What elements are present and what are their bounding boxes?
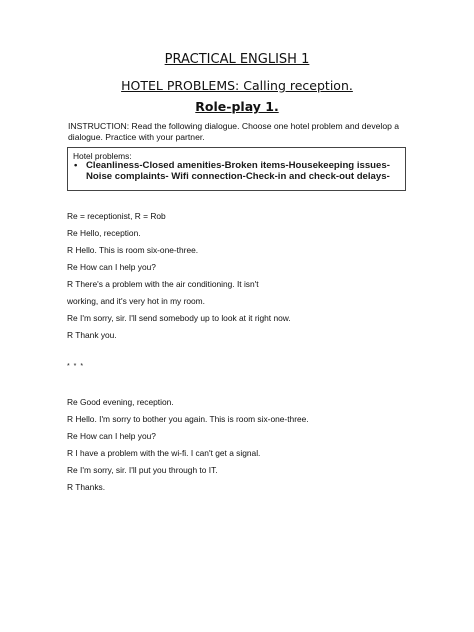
dialogue-line: Re Hello, reception. (67, 228, 141, 238)
dialogue-line: R I have a problem with the wi-fi. I can't get a signal. (67, 448, 261, 458)
separator: * * * (67, 363, 85, 370)
document-subtitle: HOTEL PROBLEMS: Calling reception. (121, 78, 353, 93)
hotel-problems-item: • Cleanliness-Closed amenities-Broken items-Housekeeping issues-Noise complaints- Wifi connection-Check-in and check-out delays- (74, 160, 400, 182)
dialogue-line: R Hello. I'm sorry to bother you again. This is room six-one-three. (67, 414, 309, 424)
dialogue-line: working, and it's very hot in my room. (67, 296, 205, 306)
dialogue-line: R Hello. This is room six-one-three. (67, 245, 199, 255)
section-heading: Role-play 1. (195, 99, 279, 114)
dialogue-line: R Thanks. (67, 482, 106, 492)
document-title: PRACTICAL ENGLISH 1 (164, 52, 310, 67)
dialogue-line: R There's a problem with the air conditioning. It isn't (67, 279, 259, 289)
dialogue-line: Re = receptionist, R = Rob (67, 211, 166, 221)
dialogue-line: Re How can I help you? (67, 431, 156, 441)
dialogue-line: Re How can I help you? (67, 262, 156, 272)
dialogue-line: Re Good evening, reception. (67, 397, 174, 407)
hotel-problems-list (74, 160, 400, 182)
dialogue-line: Re I'm sorry, sir. I'll put you through to IT. (67, 465, 218, 475)
hotel-problems-label: Hotel problems: (73, 151, 132, 161)
dialogue-line: Re I'm sorry, sir. I'll send somebody up to look at it right now. (67, 313, 291, 323)
instruction-text: INSTRUCTION: Read the following dialogue. Choose one hotel problem and develop a dialogue. Practice with your partner. (68, 121, 400, 142)
dialogue-line: R Thank you. (67, 330, 117, 340)
hotel-problems-box (67, 147, 406, 191)
